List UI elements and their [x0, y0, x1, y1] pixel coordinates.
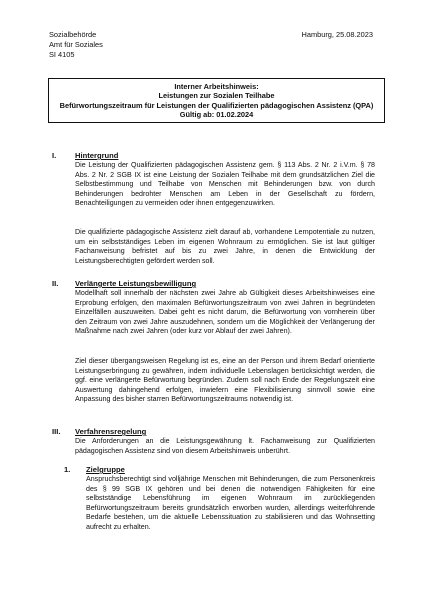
title-box [48, 78, 385, 123]
subsection-number: 1. [64, 465, 71, 474]
section-paragraph: Die Leistung der Qualifizierten pädagogischen Assistenz gem. § 113 Abs. 2 Nr. 2 i.V.m. § 78 Abs. 2 Nr. 2 SGB IX ist eine Leistung der Sozialen Teilhabe mit dem grundsätzlichen Ziel die Selbstbestimmung und Teilhabe von Menschen mit Behinderungen bzw. von durch Behinderungen bedrohter Menschen am Leben in der Gesellschaft zu fördern, Benachteiligungen zu vermeiden oder ihnen entgegenzuwirken. [75, 161, 375, 207]
section-number: II. [52, 279, 59, 288]
sender-block [49, 30, 103, 60]
subsection-paragraph: Anspruchsberechtigt sind volljährige Menschen mit Behinderungen, die zum Personenkreis des § 99 SGB IX gehören und bei denen die notwendigen Fähigkeiten für eine selbstständige Lebensführung im eigenen Wohnraum im zurückliegenden Befürwortungszeitraum bereits grundsätzlich erworben wurden, allerdings weiterführende Bedarfe bestehen, um die aktuelle Lebenssituation zu stabilisieren und das Wohnsetting aufrecht zu erhalten. [86, 475, 375, 531]
title-validity: Gültig ab: 01.02.2024 [179, 109, 254, 119]
section-paragraph: Die Anforderungen an die Leistungsgewährung lt. Fachanweisung zur Qualifizierten pädagogischen Assistenz sind von diesem Arbeitshinweis unberührt. [75, 437, 375, 455]
section-paragraph: Ziel dieser übergangsweisen Regelung ist es, eine an der Person und ihrem Bedarf orientierte Leistungserbringung zu gewähren, indem individuelle Lebenslagen berücksichtigt werden, die ggf. eine verlängerte Befürwortung begründen. Zudem soll nach Ende der Regelungszeit eine Auswertung dahingehend erfolgen, inwiefern eine Flexibilisierung sinnvoll sowie eine Anpassung des bisher starren Befürwortungszeitraums notwendig ist. [75, 357, 375, 403]
section-heading: Verlängerte Leistungsbewilligung [75, 279, 197, 288]
section-number: I. [52, 151, 57, 160]
section-heading: Hintergrund [75, 151, 119, 160]
place-date: Hamburg, 25.08.2023 [301, 30, 373, 39]
section-paragraph: Modellhaft soll innerhalb der nächsten zwei Jahre ab Gültigkeit dieses Arbeitshinweises eine Erprobung erfolgen, den maximalen Befürwortungszeitraum von zwei Jahren in begründeten Einzelfällen auszuweiten. Dabei geht es nicht darum, die Befürwortung von vornherein über den Zeitraum von zwei Jahre auszudehnen, sondern um die Möglichkeit der Verlängerung der Maßnahme nach zwei Jahren (oder kurz vor Ablauf der zwei Jahren). [75, 289, 375, 335]
title-line: Leistungen zur Sozialen Teilhabe [158, 91, 275, 101]
section-paragraph: Die qualifizierte pädagogische Assistenz zielt darauf ab, vorhandene Lernpotentiale zu nutzen, um ein selbstständiges Leben im eigenen Wohnraum zu ermöglichen. Sie ist laut gültiger Fachanweisung befristet auf bis zu zwei Jahre, in denen die Entwicklung der Leistungsberechtigten gefördert werden soll. [75, 228, 375, 265]
section-number: III. [52, 427, 61, 436]
section-heading: Verfahrensregelung [75, 427, 147, 436]
sender-line: Amt für Soziales [49, 40, 103, 49]
sender-line: Sozialbehörde [49, 30, 97, 39]
sender-line: SI 4105 [49, 50, 75, 59]
title-line: Befürwortungszeitraum für Leistungen der Qualifizierten pädagogischen Assistenz (QPA) [59, 100, 374, 110]
subsection-heading: Zielgruppe [86, 465, 125, 474]
title-line: Interner Arbeitshinweis: [174, 82, 259, 91]
